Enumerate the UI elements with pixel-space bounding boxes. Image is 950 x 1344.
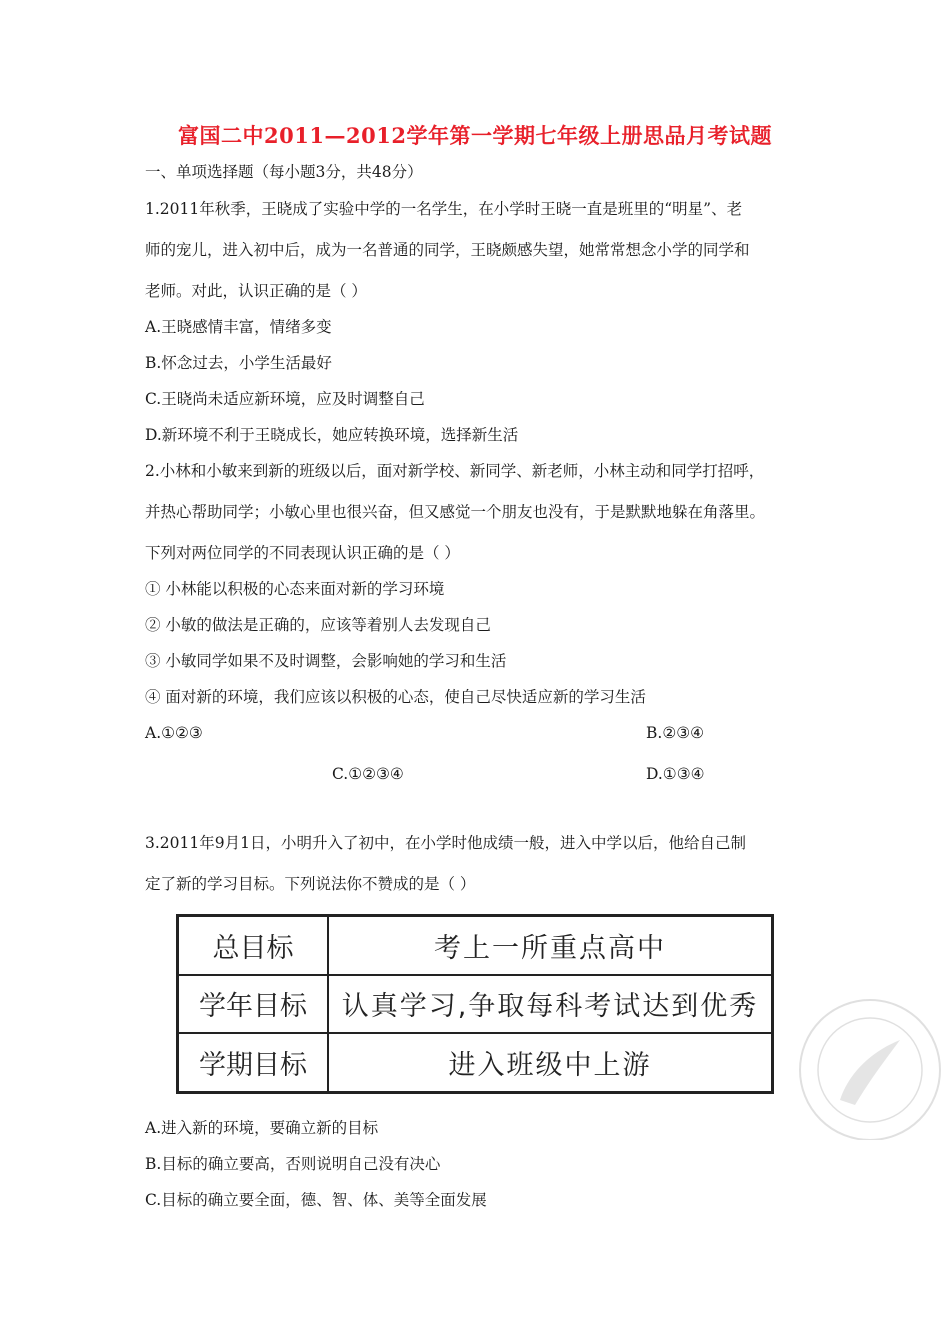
q2-option-a: A.①②③	[145, 724, 203, 742]
table-row	[178, 916, 773, 975]
q2-option-d: D.①③④	[646, 765, 705, 783]
q3-line-1: 3.2011年9月1日，小明升入了初中，在小学时他成绩一般，进入中学以后，他给自己制	[145, 834, 746, 852]
exam-title: 富国二中2011—2012学年第一学期七年级上册思品月考试题	[178, 123, 772, 148]
goal-value: 认真学习,争取每科考试达到优秀	[328, 975, 773, 1034]
q2-statement-1: ① 小林能以积极的心态来面对新的学习环境	[145, 580, 445, 598]
q2-option-b: B.②③④	[646, 724, 705, 742]
watermark-logo	[780, 990, 950, 1140]
section-heading: 一、单项选择题（每小题3分，共48分）	[145, 163, 423, 181]
goal-label: 学期目标	[178, 1033, 329, 1092]
q1-option-b: B.怀念过去，小学生活最好	[145, 354, 332, 372]
q1-option-d: D.新环境不利于王晓成长，她应转换环境，选择新生活	[145, 426, 519, 444]
q1-option-c: C.王晓尚未适应新环境，应及时调整自己	[145, 390, 425, 408]
q2-statement-4: ④ 面对新的环境，我们应该以积极的心态，使自己尽快适应新的学习生活	[145, 688, 646, 706]
q1-line-1: 1.2011年秋季，王晓成了实验中学的一名学生，在小学时王晓一直是班里的“明星”、老	[145, 200, 743, 218]
table-row	[178, 1033, 773, 1092]
q2-statement-2: ② 小敏的做法是正确的，应该等着别人去发现自己	[145, 616, 491, 634]
q2-option-c: C.①②③④	[332, 765, 404, 783]
goal-value: 进入班级中上游	[328, 1033, 773, 1092]
q3-option-c: C.目标的确立要全面，德、智、体、美等全面发展	[145, 1191, 487, 1209]
q2-line-1: 2.小林和小敏来到新的班级以后，面对新学校、新同学、新老师，小林主动和同学打招呼，	[145, 462, 765, 480]
q3-line-2: 定了新的学习目标。下列说法你不赞成的是（ ）	[145, 875, 476, 893]
q2-line-3: 下列对两位同学的不同表现认识正确的是（ ）	[145, 544, 460, 562]
goal-value: 考上一所重点高中	[328, 916, 773, 975]
goal-label: 学年目标	[178, 975, 329, 1034]
q1-line-2: 师的宠儿，进入初中后，成为一名普通的同学，王晓颇感失望，她常常想念小学的同学和	[145, 241, 750, 259]
goal-label: 总目标	[178, 916, 329, 975]
q1-option-a: A.王晓感情丰富，情绪多变	[145, 318, 332, 336]
q2-statement-3: ③ 小敏同学如果不及时调整，会影响她的学习和生活	[145, 652, 507, 670]
q3-option-a: A.进入新的环境，要确立新的目标	[145, 1119, 379, 1137]
goals-table	[176, 914, 774, 1094]
q2-line-2: 并热心帮助同学；小敏心里也很兴奋，但又感觉一个朋友也没有，于是默默地躲在角落里。	[145, 503, 766, 521]
q1-line-3: 老师。对此，认识正确的是（ ）	[145, 282, 367, 300]
q3-option-b: B.目标的确立要高，否则说明自己没有决心	[145, 1155, 441, 1173]
table-row	[178, 975, 773, 1034]
